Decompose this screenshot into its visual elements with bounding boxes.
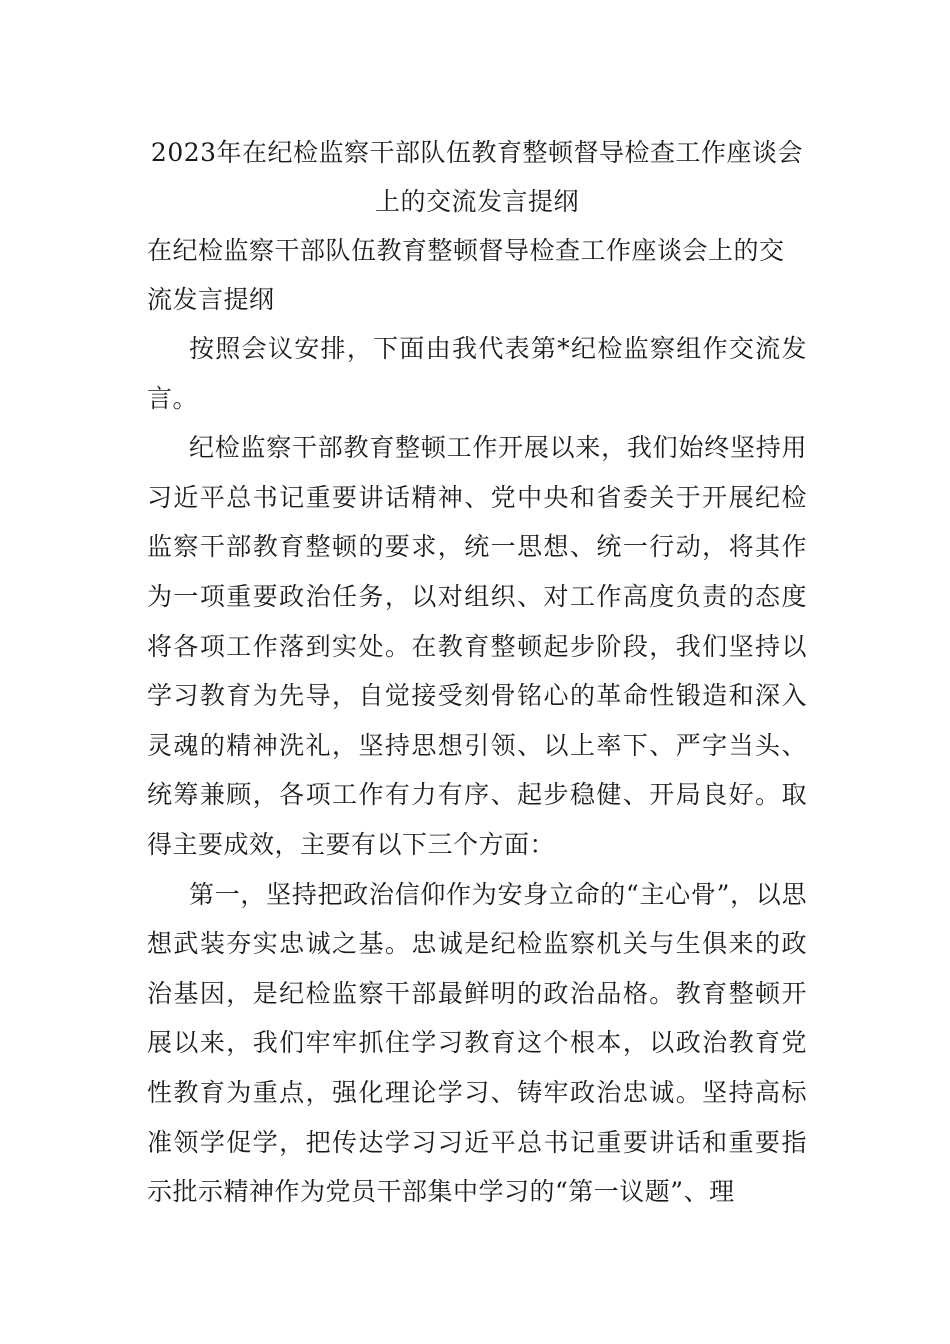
document-subtitle: 在纪检监察干部队伍教育整顿督导检查工作座谈会上的交流发言提纲 xyxy=(147,236,785,314)
document-page xyxy=(147,128,807,1217)
paragraph-1: 按照会议安排，下面由我代表第*纪检监察组作交流发言。 xyxy=(147,334,807,413)
paragraph-2: 纪检监察干部教育整顿工作开展以来，我们始终坚持用习近平总书记重要讲话精神、党中央和省委关于开展纪检监察干部教育整顿的要求，统一思想、统一行动，将其作为一项重要政治任务，以对组织、对工作高度负责的态度将各项工作落到实处。在教育整顿起步阶段，我们坚持以学习教育为先导，自觉接受刻骨铭心的革命性锻造和深入灵魂的精神洗礼，坚持思想引领、以上率下、严字当头、统筹兼顾，各项工作有力有序、起步稳健、开局良好。取得主要成效，主要有以下三个方面： xyxy=(147,433,807,859)
paragraph-3: 第一，坚持把政治信仰作为安身立命的“主心骨”，以思想武装夯实忠诚之基。忠诚是纪检监察机关与生俱来的政治基因，是纪检监察干部最鲜明的政治品格。教育整顿开展以来，我们牢牢抓住学习教育这个根本，以政治教育党性教育为重点，强化理论学习、铸牢政治忠诚。坚持高标准领学促学，把传达学习习近平总书记重要讲话和重要指示批示精神作为党员干部集中学习的“第一议题”、理 xyxy=(147,879,807,1207)
document-title: 2023年在纪检监察干部队伍教育整顿督导检查工作座谈会上的交流发言提纲 xyxy=(150,138,804,216)
